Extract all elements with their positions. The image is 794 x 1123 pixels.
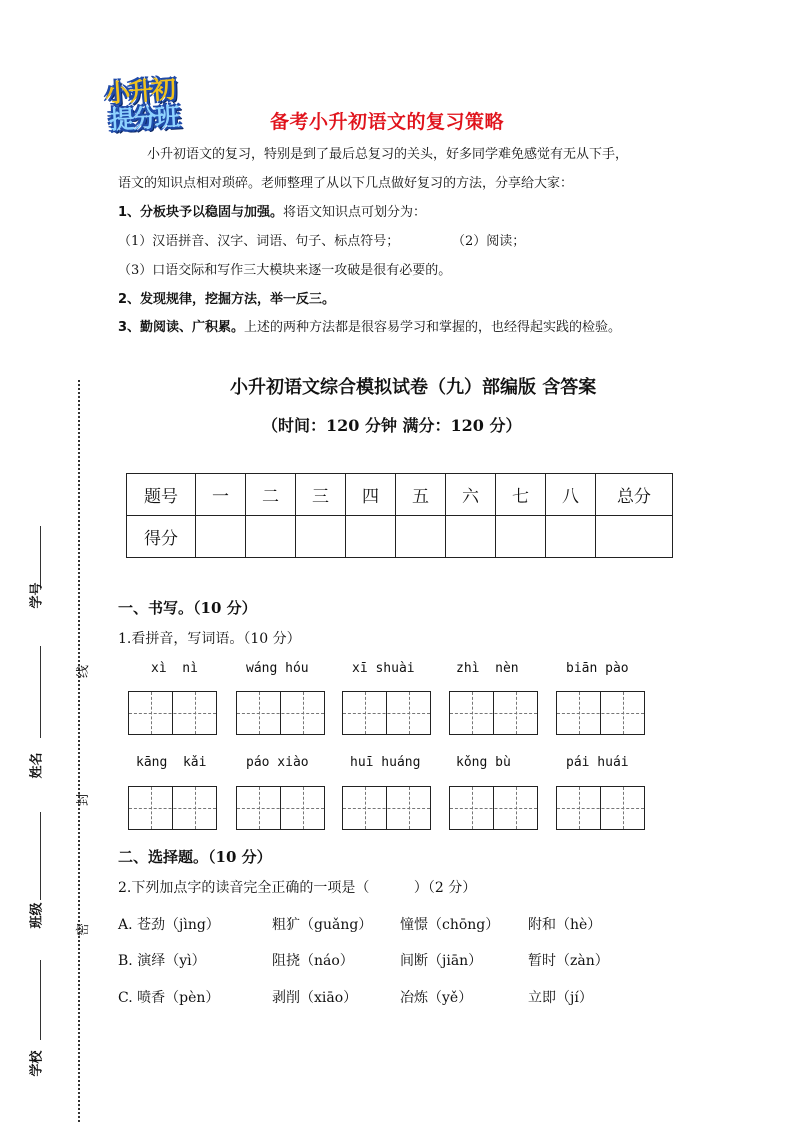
pinyin-4: zhì nèn — [456, 661, 519, 676]
pinyin-2: wáng hóu — [246, 661, 309, 676]
pinyin-1: xì nì — [151, 661, 198, 676]
exam-title: 小升初语文综合模拟试卷（九）部编版 含答案 — [230, 377, 597, 398]
point-1-sub1: （1）汉语拼音、汉字、词语、句子、标点符号； — [118, 234, 400, 249]
score-cell[interactable] — [446, 516, 496, 558]
pinyin-5: biān pào — [566, 661, 629, 676]
banji-fill-line[interactable] — [40, 812, 41, 900]
point-1-rest: 将语文知识点可划分为： — [283, 205, 427, 220]
option-c-word-4: 立即（jí） — [528, 990, 593, 1006]
writing-grid[interactable] — [128, 786, 217, 830]
pinyin-3: xī shuài — [352, 661, 415, 676]
score-cell[interactable] — [296, 516, 346, 558]
score-col-3: 三 — [296, 474, 346, 516]
score-cell[interactable] — [246, 516, 296, 558]
pinyin-7: páo xiào — [246, 755, 309, 770]
binding-mark-xian: 线 — [76, 664, 92, 679]
pinyin-10: pái huái — [566, 755, 629, 770]
xuexiao-fill-line[interactable] — [40, 960, 41, 1040]
score-col-4: 四 — [346, 474, 396, 516]
xingming-fill-line[interactable] — [40, 646, 41, 738]
point-3 — [118, 319, 621, 337]
score-table-score-row — [127, 516, 673, 558]
point-1-sub2: （2）阅读； — [452, 234, 526, 249]
label-xuehao: 学号 — [29, 582, 45, 609]
option-a-word-2: 粗犷（guǎng） — [272, 917, 373, 933]
binding-dotted-line — [78, 380, 80, 1122]
option-c-word-3: 冶炼（yě） — [400, 990, 473, 1006]
logo-line2: 提分班 — [108, 102, 179, 135]
intro-line1: 小升初语文的复习，特别是到了最后总复习的关头，好多同学难免感觉有无从下手， — [147, 147, 629, 162]
score-cell[interactable] — [346, 516, 396, 558]
intro-line2: 语文的知识点相对琐碎。老师整理了从以下几点做好复习的方法，分享给大家： — [118, 176, 574, 191]
option-b[interactable]: B. 演绎（yì） — [118, 953, 206, 969]
option-b-word-4: 暂时（zàn） — [528, 953, 609, 969]
score-col-1: 一 — [196, 474, 246, 516]
label-xuexiao: 学校 — [29, 1050, 45, 1077]
question-2: 2.下列加点字的读音完全正确的一项是（ ）（2 分） — [118, 880, 477, 896]
score-col-8: 八 — [546, 474, 596, 516]
pinyin-8: huī huáng — [350, 755, 421, 770]
score-col-5: 五 — [396, 474, 446, 516]
label-xingming: 姓名 — [29, 752, 45, 779]
point-2: 2、发现规律，挖掘方法，举一反三。 — [118, 292, 336, 307]
option-a-word-4: 附和（hè） — [528, 917, 602, 933]
point-1-bold: 1、分板块予以稳固与加强。 — [118, 205, 284, 220]
question-1: 1.看拼音，写词语。（10 分） — [118, 631, 301, 647]
option-b-word-2: 阻挠（náo） — [272, 953, 354, 969]
score-cell[interactable] — [196, 516, 246, 558]
option-b-word-3: 间断（jiān） — [400, 953, 483, 969]
section2-heading: 二、选择题。（10 分） — [118, 848, 272, 866]
option-c-word-2: 剥削（xiāo） — [272, 990, 358, 1006]
score-table — [126, 473, 673, 558]
score-table-header-row — [127, 474, 673, 516]
xuehao-fill-line[interactable] — [40, 526, 41, 588]
pinyin-9: kǒng bù — [456, 755, 511, 770]
score-col-2: 二 — [246, 474, 296, 516]
point-3-bold: 3、勤阅读、广积累。 — [118, 320, 245, 335]
score-col-6: 六 — [446, 474, 496, 516]
score-cell[interactable] — [546, 516, 596, 558]
exam-time-info: （时间：120 分钟 满分：120 分） — [262, 416, 522, 435]
score-cell[interactable] — [596, 516, 673, 558]
writing-grid[interactable] — [342, 691, 431, 735]
point-1 — [118, 204, 426, 222]
score-cell[interactable] — [396, 516, 446, 558]
writing-grid[interactable] — [236, 691, 325, 735]
strategy-title: 备考小升初语文的复习策略 — [270, 111, 505, 133]
label-banji: 班级 — [29, 902, 45, 929]
binding-mark-mi: 密 — [76, 922, 92, 937]
logo — [104, 72, 215, 135]
score-header-label: 题号 — [127, 474, 196, 516]
logo-line1: 小升初 — [104, 74, 176, 109]
score-row-label: 得分 — [127, 516, 196, 558]
writing-grid[interactable] — [449, 786, 538, 830]
option-a[interactable]: A. 苍劲（jìng） — [118, 917, 220, 933]
writing-grid[interactable] — [236, 786, 325, 830]
option-c[interactable]: C. 喷香（pèn） — [118, 990, 220, 1006]
point-1-sub3: （3）口语交际和写作三大模块来逐一攻破是很有必要的。 — [118, 263, 452, 278]
writing-grid[interactable] — [128, 691, 217, 735]
score-cell[interactable] — [496, 516, 546, 558]
writing-grid[interactable] — [556, 786, 645, 830]
section1-heading: 一、书写。（10 分） — [118, 599, 257, 617]
writing-grid[interactable] — [342, 786, 431, 830]
option-a-word-3: 憧憬（chōng） — [400, 917, 500, 933]
binding-mark-feng: 封 — [76, 792, 92, 807]
score-col-7: 七 — [496, 474, 546, 516]
writing-grid[interactable] — [449, 691, 538, 735]
score-col-total: 总分 — [596, 474, 673, 516]
pinyin-6: kāng kǎi — [136, 755, 207, 770]
writing-grid[interactable] — [556, 691, 645, 735]
point-3-rest: 上述的两种方法都是很容易学习和掌握的，也经得起实践的检验。 — [244, 320, 622, 335]
